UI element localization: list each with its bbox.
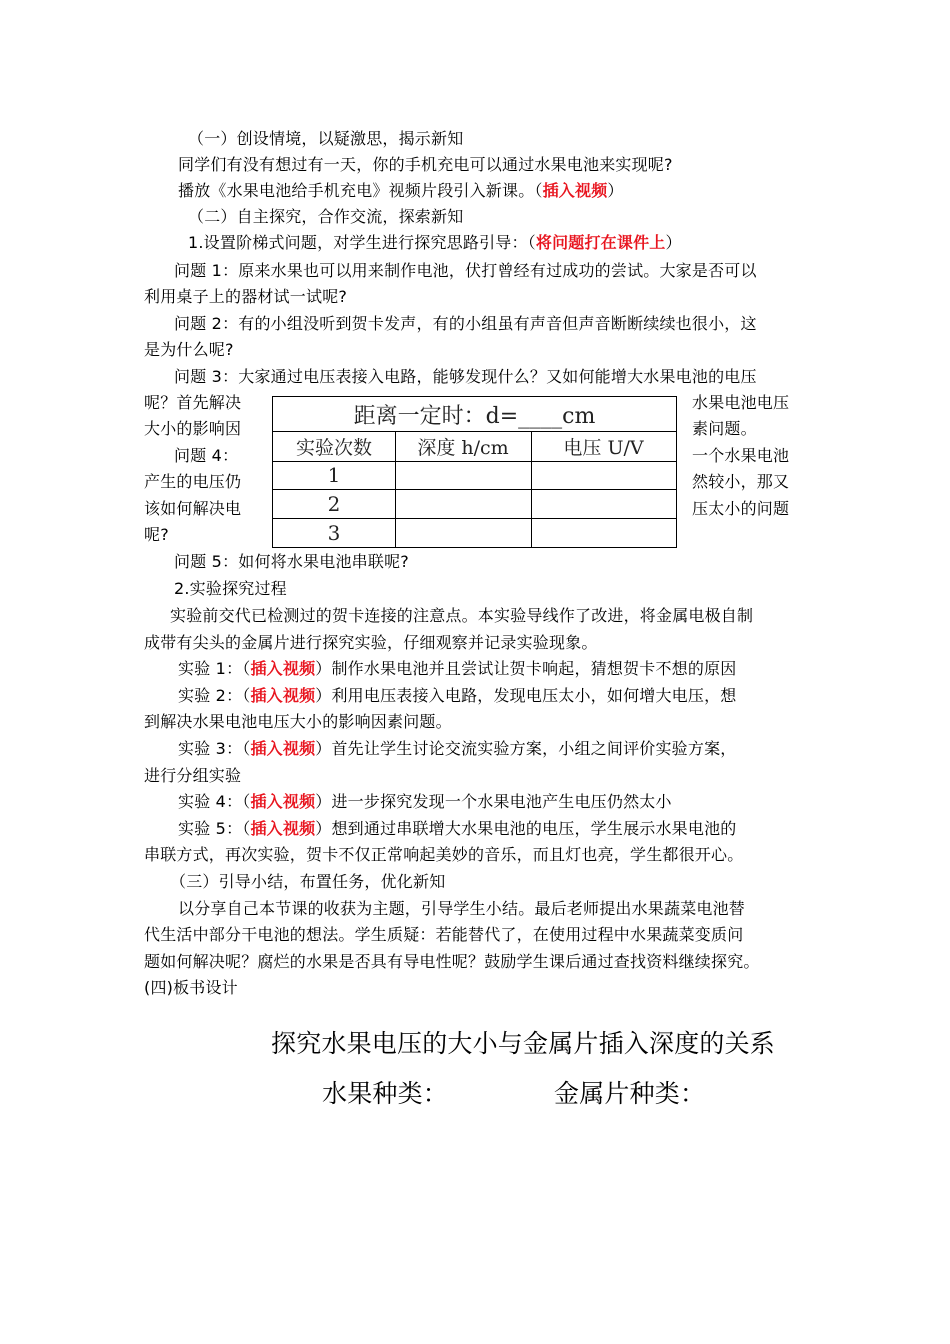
experiment-5 — [178, 816, 736, 842]
question-1-line-1: 问题 1：原来水果也可以用来制作电池，伏打曾经有过成功的尝试。大家是否可以 — [174, 261, 757, 280]
section-3-line-2: 代生活中部分干电池的想法。学生质疑：若能替代了，在使用过程中水果蔬菜变质问 — [144, 925, 744, 944]
paragraph-text: 1.设置阶梯式问题，对学生进行探究思路引导：（ — [188, 233, 536, 252]
wrap-right-line: 一个水果电池 — [692, 446, 790, 465]
insert-video-tag: 插入视频 — [250, 686, 316, 705]
experiment-label: 实验 1：（ — [178, 659, 251, 678]
wrap-left-line: 问题 4： — [174, 446, 239, 465]
board-fruit-label: 水果种类： — [322, 1079, 449, 1108]
paragraph-text: 播放《水果电池给手机充电》视频片段引入新课。（ — [178, 181, 543, 200]
table-row-number: 1 — [327, 463, 341, 487]
experiment-2-continued: 到解决水果电池电压大小的影响因素问题。 — [144, 712, 452, 731]
table-row-number: 3 — [327, 520, 341, 545]
wrap-left-line: 呢? — [144, 525, 169, 544]
question-1-line-2: 利用桌子上的器材试一试呢? — [144, 287, 348, 306]
wrap-right-line: 压太小的问题 — [692, 499, 790, 518]
table-title: 距离一定时：d=____cm — [353, 403, 596, 429]
wrap-right-line: 水果电池电压 — [692, 393, 790, 412]
experiment-label: 实验 4：（ — [178, 792, 251, 811]
experiment-text: ）进一步探究发现一个水果电池产生电压仍然太小 — [315, 792, 672, 811]
wrap-left-line: 该如何解决电 — [144, 499, 242, 518]
experiment-intro-line-2: 成带有尖头的金属片进行探究实验，仔细观察并记录实验现象。 — [144, 633, 598, 652]
experiment-text: ）利用电压表接入电路，发现电压太小，如何增大电压，想 — [315, 686, 737, 705]
experiment-3 — [178, 736, 736, 762]
board-metal-label: 金属片种类： — [554, 1079, 706, 1108]
insert-video-tag: 插入视频 — [542, 181, 608, 200]
board-title: 探究水果电压的大小与金属片插入深度的关系 — [271, 1029, 776, 1058]
wrap-left-line: 大小的影响因 — [144, 419, 242, 438]
experiment-4 — [178, 789, 672, 815]
table-row-number: 2 — [327, 491, 341, 516]
insert-video-tag: 插入视频 — [250, 739, 316, 758]
experiment-text: ）制作水果电池并且尝试让贺卡响起，猜想贺卡不想的原因 — [315, 659, 737, 678]
experiment-label: 实验 3：（ — [178, 739, 251, 758]
experiment-label: 实验 5：（ — [178, 819, 251, 838]
section-4-heading: (四)板书设计 — [144, 978, 238, 997]
slide-note-tag: 将问题打在课件上 — [535, 233, 666, 252]
table-header-trial: 实验次数 — [295, 436, 372, 459]
wrap-right-line: 素问题。 — [692, 419, 757, 438]
insert-video-tag: 插入视频 — [250, 792, 316, 811]
experiment-1 — [178, 656, 736, 682]
section-1-heading: （一）创设情境，以疑激思，揭示新知 — [188, 129, 464, 148]
experiment-5-continued: 串联方式，再次实验，贺卡不仅正常响起美妙的音乐，而且灯也亮，学生都很开心。 — [144, 845, 744, 864]
wrap-left-line: 产生的电压仍 — [144, 472, 242, 491]
experiment-text: ）想到通过串联增大水果电池的电压，学生展示水果电池的 — [315, 819, 737, 838]
section-3-line-1: 以分享自己本节课的收获为主题，引导学生小结。最后老师提出水果蔬菜电池替 — [178, 899, 746, 918]
section-2-heading: （二）自主探究，合作交流，探索新知 — [188, 207, 464, 226]
section-1-paragraph-2 — [178, 178, 624, 204]
insert-video-tag: 插入视频 — [250, 659, 316, 678]
question-2-line-2: 是为什么呢? — [144, 340, 234, 359]
section-2-2-heading: 2.实验探究过程 — [174, 579, 287, 598]
section-3-heading: （三）引导小结，布置任务，优化新知 — [170, 872, 446, 891]
experiment-intro-line-1: 实验前交代已检测过的贺卡连接的注意点。本实验导线作了改进，将金属电极自制 — [170, 606, 754, 625]
question-3-line-1: 问题 3：大家通过电压表接入电路，能够发现什么？又如何能增大水果电池的电压 — [174, 367, 757, 386]
section-3-line-3: 题如何解决呢？腐烂的水果是否具有导电性呢？鼓励学生课后通过查找资料继续探究。 — [144, 952, 760, 971]
section-1-paragraph-1: 同学们有没有想过有一天，你的手机充电可以通过水果电池来实现呢? — [178, 155, 673, 174]
question-2-line-1: 问题 2：有的小组没听到贺卡发声，有的小组虽有声音但声音断断续续也很小，这 — [174, 314, 757, 333]
wrap-left-line: 呢？首先解决 — [144, 393, 242, 412]
insert-video-tag: 插入视频 — [250, 819, 316, 838]
section-2-paragraph-1 — [188, 230, 682, 256]
experiment-label: 实验 2：（ — [178, 686, 251, 705]
experiment-3-continued: 进行分组实验 — [144, 766, 242, 785]
data-table — [272, 396, 677, 548]
paragraph-text: ） — [607, 181, 624, 200]
experiment-text: ）首先让学生讨论交流实验方案，小组之间评价实验方案， — [315, 739, 737, 758]
table-header-voltage: 电压 U/V — [563, 436, 644, 459]
experiment-2 — [178, 683, 736, 709]
wrap-right-line: 然较小，那又 — [692, 472, 790, 491]
question-5: 问题 5：如何将水果电池串联呢? — [174, 552, 409, 571]
table-header-depth: 深度 h/cm — [417, 436, 509, 459]
paragraph-text: ） — [665, 233, 682, 252]
